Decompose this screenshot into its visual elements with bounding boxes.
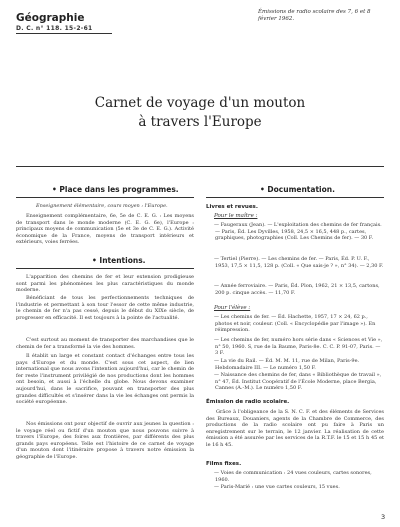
programmes-subject: Enseignement élémentaire, cours moyen : l'Europe. xyxy=(36,203,168,209)
programmes-text: Enseignement complémentaire, 6e, 5e de C. E. G. : Les moyens de transport dans le monde moderne (C. E. G. 6e), l'Europe : principaux moyens de communication (5e et 3e de C. E. G.). Activité économique de la France, moyens de transport intérieurs et extérieurs, voies ferrées. xyxy=(16,213,194,246)
heading-documentation: • Documentation. xyxy=(260,185,335,194)
film-item: — Paris-Marié : une vue cartes couleurs, 15 vues. xyxy=(214,484,340,490)
intentions-paragraph: Nos émissions ont pour objectif de ouvrir aux jeunes la question : le voyage réel ou fictif d'un mouton que nous pouvons suivre à travers l'Europe, des foires aux frontières, par différents des plus grands pays européens. Telle est l'histoire de ce carnet de voyage d'un mouton dont l'itinéraire propose à travers notre émission la géographie de l'Europe. xyxy=(16,421,194,460)
reference-item: — Faugeraux (Jean). — L'exploitation des chemins de fer français. — Paris, Éd. Les Dyvilles, 1958, 24,5 × 16,5, 448 p., cartes, graphiques, photographies (Coll. Les Chemins de fer). — 30 F. xyxy=(214,222,382,242)
label-pour-l-eleve: Pour l'élève : xyxy=(214,305,251,311)
page-title xyxy=(0,94,400,132)
reference-item: — La vie du Rail. — Éd. M. M. 11, rue de Milan, Paris-9e. Hebdomadaire III. — Le numéro 1,50 F. xyxy=(214,358,360,371)
reference-item: — Naissance des chemins de fer, dans « Bibliothèque de travail », n° 47, Éd. Institut Coopératif de l'École Moderne, place Bergia, Cannes (A.-M.). Le numéro 1,50 F. xyxy=(214,372,382,392)
header-rule xyxy=(16,33,112,34)
heading-programmes-rule xyxy=(16,197,194,198)
heading-programmes: • Place dans les programmes. xyxy=(52,185,179,194)
title-rule xyxy=(16,166,384,167)
heading-films: Films fixes. xyxy=(206,461,242,467)
heading-radio: Émission de radio scolaire. xyxy=(206,399,290,405)
heading-livres: Livres et revues. xyxy=(206,204,258,210)
heading-intentions: • Intentions. xyxy=(92,256,146,265)
reference-item: — Année ferroviaire. — Paris, Éd. Plon, 1962, 21 × 13,5, cartons, 200 p. cinque accès. — 11,70 F. xyxy=(214,283,380,296)
heading-intentions-rule xyxy=(16,268,194,269)
intentions-paragraph: L'apparition des chemins de fer et leur extension prodigieuse sont parmi les phénomènes les plus caractéristiques du monde moderne. xyxy=(16,274,194,294)
reference-item: — Tertiel (Pierre). — Les chemins de fer. — Paris, Éd. P. U. F., 1953, 17,5 × 11,5, 128 p. (Coll. « Que sais-je ? », n° 34). — 2,30 F. xyxy=(214,256,384,269)
intentions-paragraph: Bénéficiant de tous les perfectionnements techniques de l'industrie et permettant à son tour l'essor de cette même industrie, le chemin de fer n'a pas cessé, depuis le début du XIXe siècle, de progresser en efficacité. Il est toujours à la pointe de l'actualité. xyxy=(16,295,194,321)
title-line-1: Carnet de voyage d'un mouton xyxy=(94,95,306,111)
intentions-paragraph: Il établit un large et constant contact d'échanges entre tous les pays d'Europe et du monde. C'est sous cet aspect, de lien international que nous avons l'intention aujourd'hui, car le chemin de fer reste l'instrument privilégié de nos productions dont les hommes ont besoin, et aussi à l'échelle du globe. Nous devons examiner aujourd'hui, dans le sacrifice, pouvant en transporter des plus grandes difficultés et s'insérer dans la vie les échanges ont permis la société européenne. xyxy=(16,353,194,406)
title-line-2: à travers l'Europe xyxy=(138,114,262,130)
document-code: D. C. n° 118. 15-2-61 xyxy=(16,25,93,32)
intentions-paragraph: C'est surtout au moment de transporter des marchandises que le chemin de fer a transformé la vie des hommes. xyxy=(16,337,194,350)
label-pour-le-maitre: Pour le maître : xyxy=(214,213,258,219)
page-number: 3 xyxy=(381,513,386,521)
section-title: Géographie xyxy=(16,12,85,24)
heading-documentation-rule xyxy=(206,197,384,198)
radio-text: Grâce à l'obligeance de la S. N. C. F. et des éléments de Services des Bureaux, Douaniers, agents de la Chambre de Commerce, des productions de la radio scolaire ont pu faire à Paris un enregistrement sur le terrain, le 12 janvier. La réalisation de cette émission a été assurée par les services de la R.T.F. le 15 et 15 h 45 et le 16 h 45. xyxy=(206,409,384,448)
reference-item: — Les chemins de fer. — Éd. Hachette, 1957, 17 × 24, 62 p., photos et noir, couleur. (Coll. « Encyclopédie par l'image »). En réimpression. xyxy=(214,314,376,334)
film-item: — Voies de communication : 24 vues couleurs, cartes sonores, 1960. xyxy=(214,470,372,483)
broadcast-note: Émissions de radio scolaire des 7, 6 et 8 février 1962. xyxy=(258,9,371,22)
reference-item: — Les chemins de fer, numéro hors série dans « Sciences et Vie », n° 50, 1960. S, rue de la Baume, Paris-8e. C. C. P. 91-07, Paris. — 3 F. xyxy=(214,337,383,357)
